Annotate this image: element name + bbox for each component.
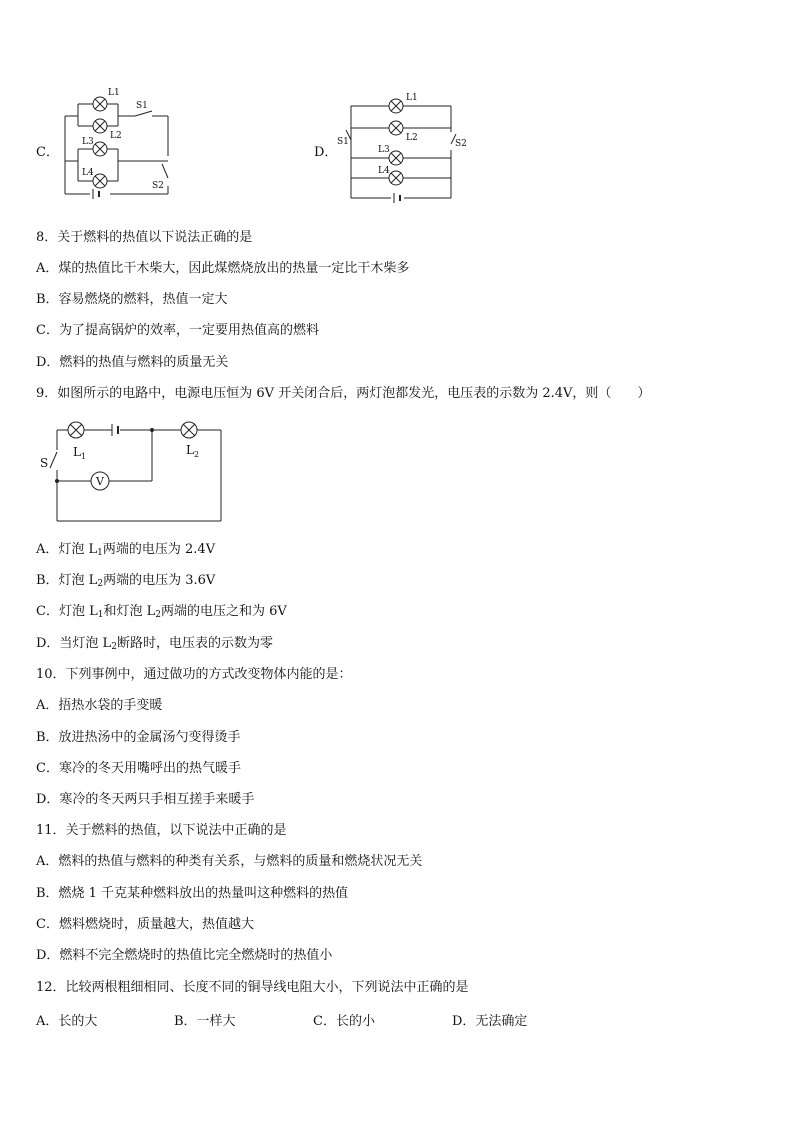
circuit-d-label-s1: S1: [337, 137, 349, 147]
circuit-c-label-s1: S1: [136, 101, 148, 111]
q10-option-c: C．寒冷的冬天用嘴呼出的热气暖手: [36, 761, 241, 776]
q9-lamp2-label: $L_2$: [186, 443, 200, 459]
circuit-diagram-d: [336, 92, 466, 204]
circuit-c-label-l4: L4: [82, 168, 94, 178]
q8-option-d: D．燃料的热值与燃料的质量无关: [36, 355, 229, 370]
q9-option-b: B．灯泡 $L_2$两端的电压为 3.6V: [36, 573, 216, 589]
q11-option-d: D．燃料不完全燃烧时的热值比完全燃烧时的热值小: [36, 948, 333, 963]
q9-option-d: D．当灯泡 $L_2$断路时，电压表的示数为零: [36, 636, 273, 652]
q9-option-a: A．灯泡 $L_1$两端的电压为 2.4V: [36, 542, 216, 558]
q12-stem: 12．比较两根粗细相同、长度不同的铜导线电阻大小，下列说法中正确的是: [36, 980, 469, 995]
q8-stem: 8．关于燃料的热值以下说法正确的是: [36, 230, 253, 245]
circuit-d-label-l1: L1: [406, 93, 418, 103]
circuit-d-label-l3: L3: [378, 145, 390, 155]
q10-option-b: B．放进热汤中的金属汤勺变得烫手: [36, 730, 241, 745]
circuit-c-label-l2: L2: [110, 131, 122, 141]
q10-option-d: D．寒冷的冬天两只手相互搓手来暖手: [36, 792, 255, 807]
option-c-label: C．: [36, 145, 59, 160]
q10-stem: 10．下列事例中，通过做功的方式改变物体内能的是：: [36, 667, 352, 682]
q11-stem: 11．关于燃料的热值，以下说法中正确的是: [36, 823, 287, 838]
q12-option-c: C．长的小: [313, 1014, 375, 1029]
voltmeter-symbol: V: [96, 475, 104, 488]
circuit-c-label-l1: L1: [108, 88, 120, 98]
q8-option-c: C．为了提高锅炉的效率，一定要用热值高的燃料: [36, 323, 319, 338]
circuit-d-label-s2: S2: [455, 139, 467, 149]
q12-option-b: B．一样大: [174, 1014, 236, 1029]
circuit-c-label-s2: S2: [152, 181, 164, 191]
option-d-label: D．: [314, 145, 338, 160]
q12-options-row: [36, 1010, 736, 1028]
q8-option-a: A．煤的热值比干木柴大，因此煤燃烧放出的热量一定比干木柴多: [36, 261, 410, 276]
q8-option-b: B．容易燃烧的燃料，热值一定大: [36, 292, 228, 307]
q9-switch-label: S: [40, 456, 49, 470]
q10-option-a: A．捂热水袋的手变暖: [36, 698, 163, 713]
q11-option-a: A．燃料的热值与燃料的种类有关系，与燃料的质量和燃烧状况无关: [36, 854, 423, 869]
q9-option-c: C．灯泡 $L_1$和灯泡 $L_2$两端的电压之和为 6V: [36, 604, 287, 620]
q9-lamp1-label: $L_1$: [73, 445, 87, 461]
circuit-d-label-l4: L4: [378, 166, 390, 176]
circuit-diagram-q9: [40, 420, 230, 526]
q9-stem: 9．如图所示的电路中，电源电压恒为 6V 开关闭合后，两灯泡都发光，电压表的示数为 2.4V，则（ ）: [36, 386, 651, 401]
circuit-d-label-l2: L2: [406, 133, 418, 143]
q12-option-a: A．长的大: [36, 1014, 98, 1029]
q11-option-b: B．燃烧 1 千克某种燃料放出的热量叫这种燃料的热值: [36, 886, 349, 901]
q12-option-d: D．无法确定: [452, 1014, 528, 1029]
circuit-diagram-c: [60, 86, 180, 206]
q11-option-c: C．燃料燃烧时，质量越大，热值越大: [36, 917, 254, 932]
circuit-c-label-l3: L3: [82, 137, 94, 147]
